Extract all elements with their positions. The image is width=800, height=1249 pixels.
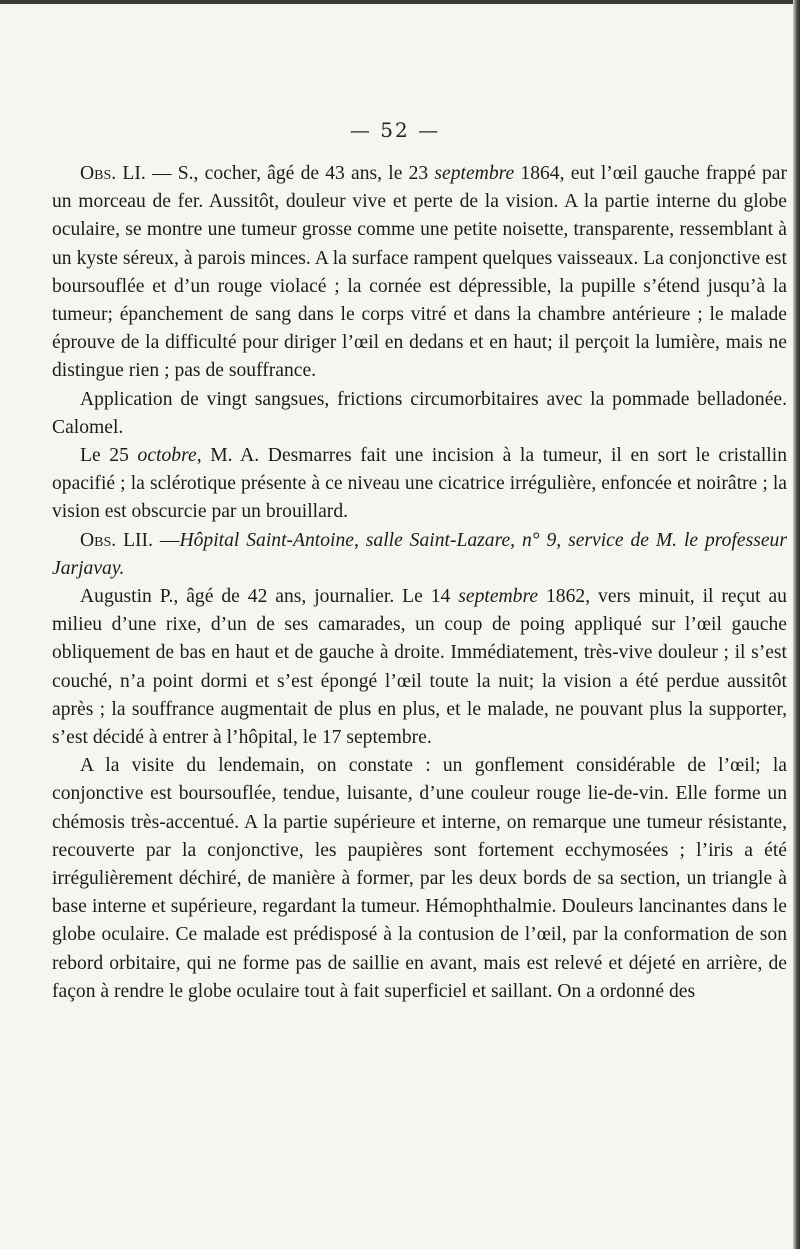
paragraph-visit: A la visite du lendemain, on constate : un gonflement considérable de l’œil; la conjonctive est boursouflée, tendue, luisante, d’une couleur rouge lie-de-vin. Elle forme un chémosis très-accentué. A la partie supérieure et interne, on remarque une tumeur résistante, recouverte par la conjonctive, les paupières sont fortement ecchymosées ; l’iris a été irrégulièrement déchiré, de manière à former, par les deux bords de sa section, un triangle à base interne et supérieure, regardant la tumeur. Hémophthalmie. Douleurs lancinantes dans le globe oculaire. Ce malade est prédisposé à la contusion de l’œil, par la conformation de son rebord orbitaire, qui ne forme pas de saillie en avant, mais est relevé et déjeté en arrière, de façon à rendre le globe oculaire tout à fait superficiel et saillant. On a ordonné des xyxy=(52,755,787,1002)
paragraph-obs-51 xyxy=(52,160,787,386)
obs-52-heading: Hôpital Saint-Antoine, salle Saint-Lazare, n° 9, service de M. le professeur Jarjavay. xyxy=(52,529,787,579)
obs-51-date: septembre xyxy=(434,163,515,184)
oct-25-text-2: , M. A. Desmarres fait une incision à la tumeur, il en sort le cristallin opacifié ; la sclérotique présente à ce niveau une cicatrice irrégulière, enfoncée et noirâtre ; la vision est obscurcie par un brouillard. xyxy=(52,445,787,523)
page-top-edge xyxy=(0,0,800,4)
page-binding-edge xyxy=(793,0,800,1249)
augustin-date: septembre xyxy=(458,586,539,608)
augustin-text-1: Augustin P., âgé de 42 ans, journalier. Le 14 xyxy=(80,586,459,608)
oct-25-date: octobre xyxy=(137,445,197,467)
paragraph-augustin xyxy=(52,583,787,752)
oct-25-text-1: Le 25 xyxy=(80,445,138,467)
paragraph-obs-52-heading xyxy=(52,527,787,583)
obs-51-label: Obs. LI. xyxy=(80,163,146,184)
obs-51-text: — S., cocher, âgé de 43 ans, le 23 xyxy=(145,163,435,184)
obs-52-label: Obs. LII. xyxy=(80,529,153,551)
obs-52-dash: — xyxy=(152,529,180,551)
page-number: — 52 — xyxy=(349,118,441,142)
paragraph-treatment: Application de vingt sangsues, frictions circumorbitaires avec la pommade belladonée. Calomel. xyxy=(52,388,787,438)
body-text xyxy=(52,160,787,1006)
augustin-text-2: 1862, vers minuit, il reçut au milieu d’une rixe, d’un de ses camarades, un coup de poing appliqué sur l’œil gauche obliquement de bas en haut et de gauche à droite. Immédiatement, très-vive douleur ; il s’est couché, n’a point dormi et s’est épongé l’œil toute la nuit; la vision a été perdue aussitôt après ; la souffrance augmentait de plus en plus, et le malade, ne pouvant plus la supporter, s’est décidé à entrer à l’hôpital, le 17 septembre. xyxy=(52,586,787,749)
obs-51-text-2: 1864, eut l’œil gauche frappé par un morceau de fer. Aussitôt, douleur vive et perte de la vision. A la partie interne du globe oculaire, se montre une tumeur grosse comme une petite noisette, transparente, ressemblant à un kyste séreux, à parois minces. A la surface rampent quelques vaisseaux. La conjonctive est boursouflée et d’un rouge violacé ; la cornée est dépressible, la pupille s’étend jusqu’à la tumeur; épanchement de sang dans le corps vitré et dans la chambre antérieure ; le malade éprouve de la difficulté pour diriger l’œil en dedans et en haut; il perçoit la lumière, mais ne distingue rien ; pas de souffrance. xyxy=(52,163,787,382)
paragraph-october-25 xyxy=(52,442,787,527)
